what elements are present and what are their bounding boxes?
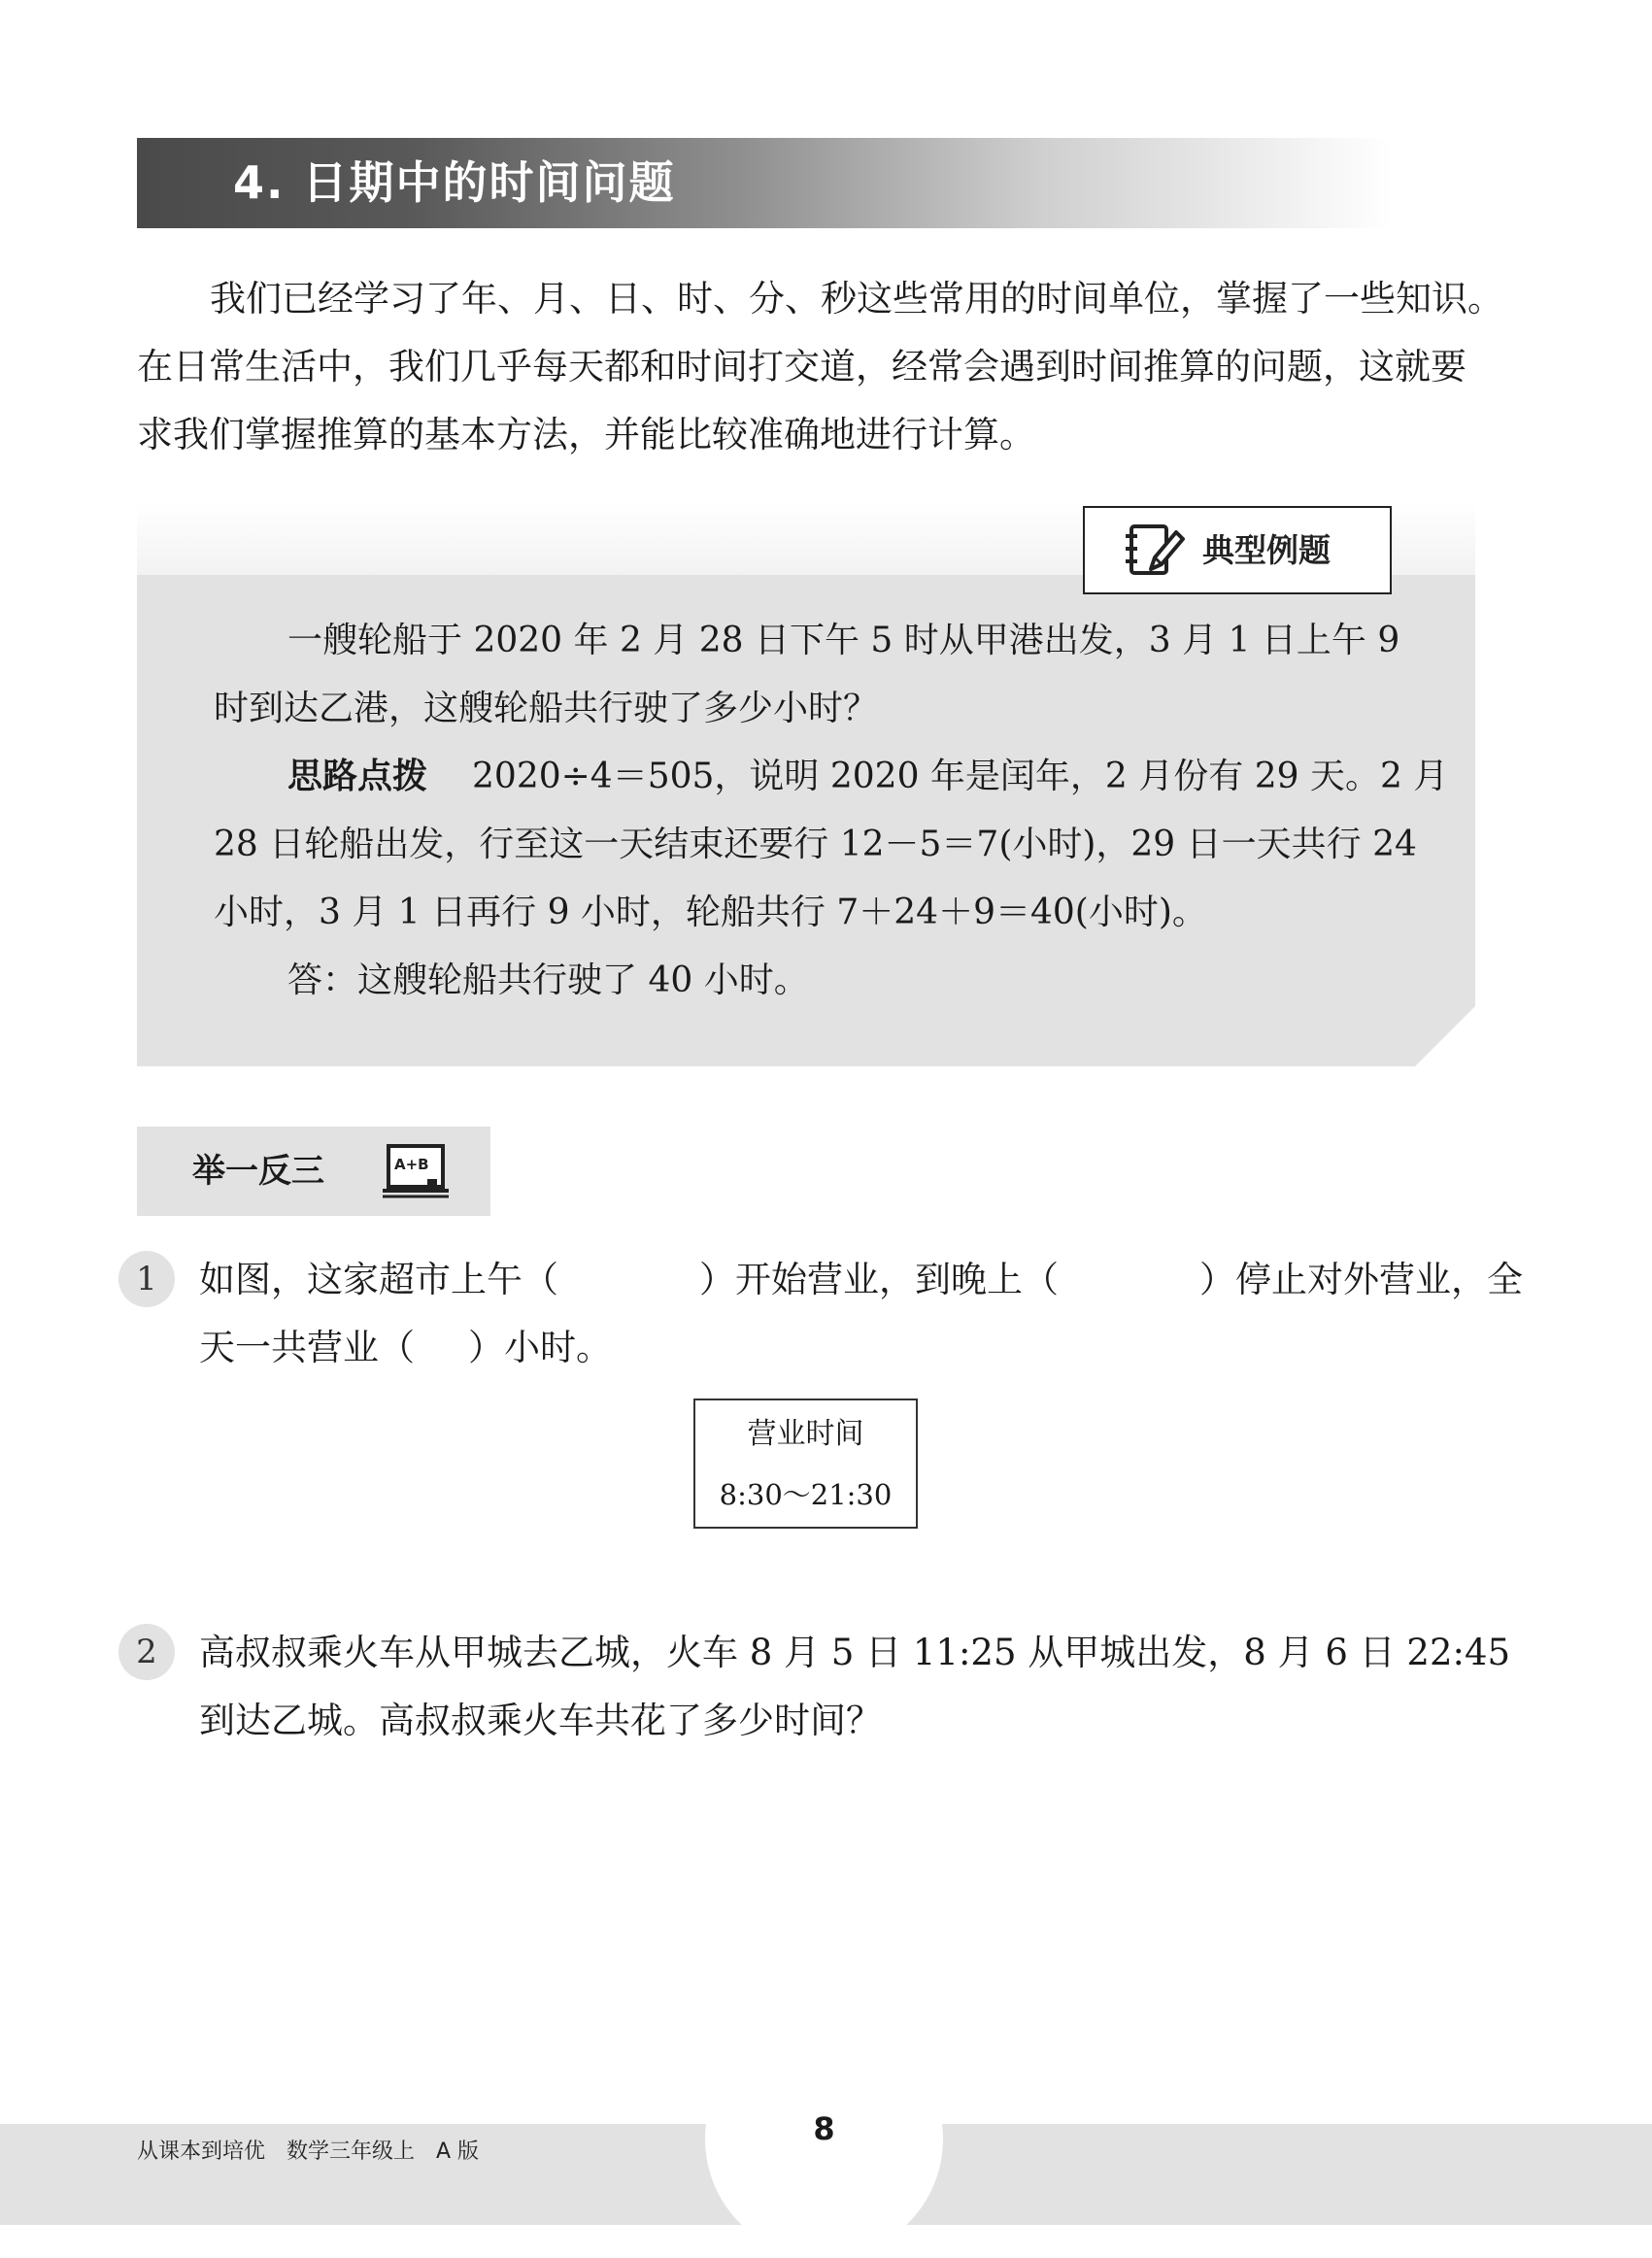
blackboard-icon [381, 1142, 451, 1200]
hint-text-1: 2020÷4＝505，说明 2020 年是闰年，2 月份有 29 天。2 月 [472, 757, 1449, 796]
q1-text-b: ）开始营业，到晚上（ [699, 1259, 1059, 1300]
business-hours-value: 8:30～21:30 [719, 1478, 893, 1511]
question-number-2: 2 [118, 1624, 175, 1680]
example-hint-line-3: 小时，3 月 1 日再行 9 小时，轮船共行 7＋24＋9＝40(小时)。 [214, 893, 1207, 932]
q1-text-a: 如图，这家超市上午（ [199, 1259, 558, 1300]
business-hours-title: 营业时间 [747, 1417, 864, 1451]
notepad-pencil-icon [1122, 519, 1186, 583]
question-1-line-1 [199, 1246, 1523, 1314]
example-tag-label: 典型例题 [1202, 531, 1331, 569]
footer-book-title: 从课本到培优 数学三年级上 A 版 [137, 2140, 480, 2164]
page-number: 8 [813, 2110, 835, 2147]
practice-tag-label: 举一反三 [192, 1152, 324, 1191]
question-2-line-1: 高叔叔乘火车从甲城去乙城，火车 8 月 5 日 11:25 从甲城出发，8 月 6 日 22:45 [199, 1632, 1511, 1673]
q1-text-c: ）停止对外营业，全 [1199, 1259, 1523, 1300]
example-question-line-2: 时到达乙港，这艘轮船共行驶了多少小时？ [214, 689, 879, 728]
board-text: A+B [394, 1156, 429, 1173]
question-1-line-2 [199, 1314, 612, 1382]
example-question-line-1: 一艘轮船于 2020 年 2 月 28 日下午 5 时从甲港出发，3 月 1 日上午 9 [287, 621, 1400, 660]
example-hint-line-1 [287, 743, 1448, 811]
section-title: 4. 日期中的时间问题 [233, 156, 676, 209]
intro-line-3: 求我们掌握推算的基本方法，并能比较准确地进行计算。 [137, 414, 1035, 455]
intro-line-1: 我们已经学习了年、月、日、时、分、秒这些常用的时间单位，掌握了一些知识。 [210, 278, 1503, 320]
question-number-1: 1 [118, 1251, 175, 1307]
intro-line-2: 在日常生活中，我们几乎每天都和时间打交道，经常会遇到时间推算的问题，这就要 [137, 346, 1467, 388]
hint-label: 思路点拨 [287, 757, 428, 796]
q1-text-e: ）小时。 [468, 1327, 612, 1368]
q1-text-d: 天一共营业（ [199, 1327, 415, 1368]
question-2-line-2: 到达乙城。高叔叔乘火车共花了多少时间？ [199, 1700, 882, 1741]
example-hint-line-2: 28 日轮船出发，行至这一天结束还要行 12－5＝7(小时)，29 日一天共行 24 [214, 825, 1417, 864]
example-answer: 答：这艘轮船共行驶了 40 小时。 [287, 960, 809, 1000]
